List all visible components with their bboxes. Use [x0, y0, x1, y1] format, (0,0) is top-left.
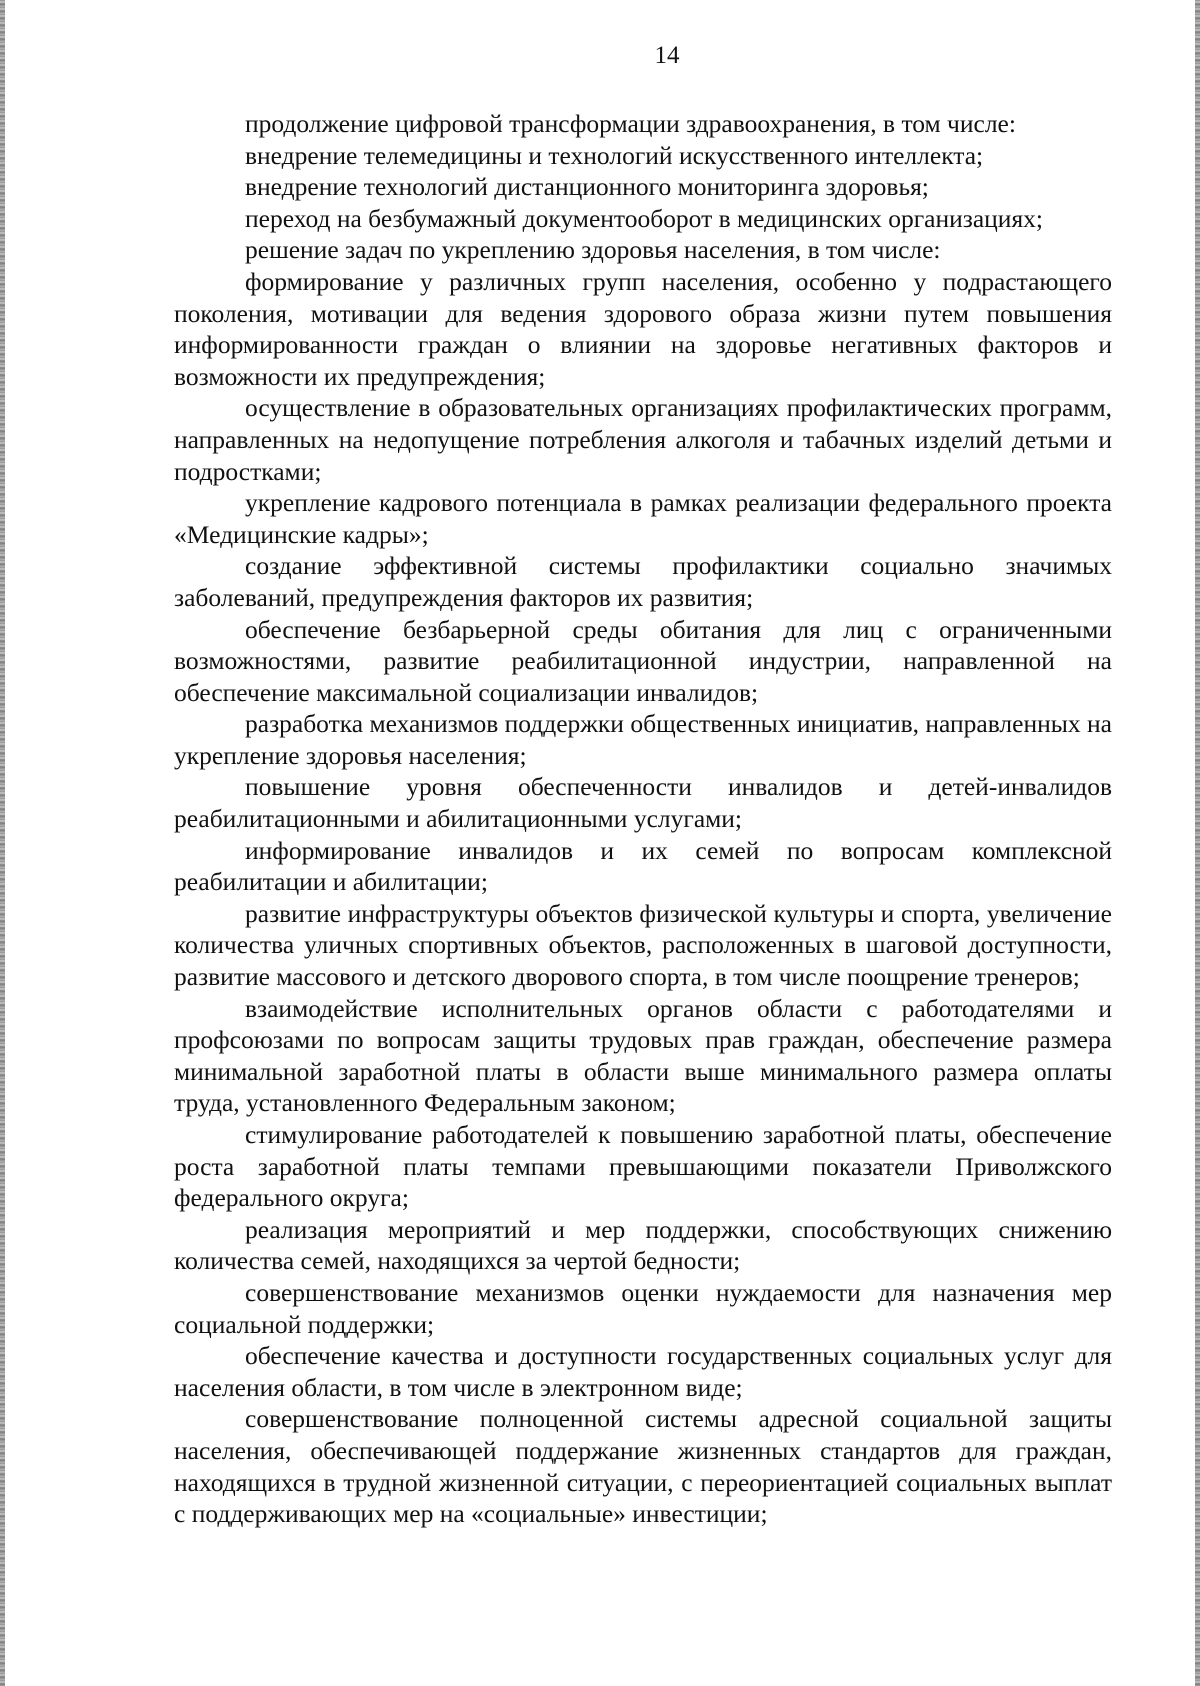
- paragraph: продолжение цифровой трансформации здравоохранения, в том числе:: [245, 109, 1016, 138]
- paragraph: внедрение телемедицины и технологий искусственного интеллекта;: [245, 140, 984, 170]
- paragraph: обеспечение безбарьерной среды обитания для лиц с ограниченными возможностями, развитие реабилитационной индустрии, направленной на обеспечение максимальной социализации инвалидов;: [174, 614, 1112, 707]
- document-body: [174, 108, 1112, 1530]
- paragraph: решение задач по укреплению здоровья населения, в том числе:: [245, 235, 941, 265]
- scan-edge-left: [0, 0, 5, 1686]
- paragraph: совершенствование полноценной системы адресной социальной защиты населения, обеспечивающей поддержание жизненных стандартов для граждан, находящихся в трудной жизненной ситуации, с переориентацией социальных выплат с поддерживающих мер на «социальные» инвестиции;: [174, 1404, 1112, 1529]
- page-number: 14: [654, 42, 680, 69]
- paragraph: укрепление кадрового потенциала в рамках реализации федерального проекта «Медицинские кадры»;: [174, 488, 1112, 549]
- scan-edge-right: [1195, 0, 1200, 1686]
- paragraph: формирование у различных групп населения, особенно у подрастающего поколения, мотивации для ведения здорового образа жизни путем повышения информированности граждан о влиянии на здоровье негативных факторов и возможности их предупреждения;: [174, 266, 1112, 391]
- paragraph: повышение уровня обеспеченности инвалидов и детей-инвалидов реабилитационными и абилитационными услугами;: [174, 772, 1112, 834]
- paragraph: создание эффективной системы профилактики социально значимых заболеваний, предупреждения факторов их развития;: [174, 551, 1112, 612]
- paragraph: осуществление в образовательных организациях профилактических программ, направленных на недопущение потребления алкоголя и табачных изделий детьми и подростками;: [174, 393, 1112, 486]
- paragraph: реализация мероприятий и мер поддержки, способствующих снижению количества семей, находящихся за чертой бедности;: [174, 1214, 1112, 1276]
- paragraph: стимулирование работодателей к повышению заработной платы, обеспечение роста заработной платы темпами превышающими показатели Приволжского федерального округа;: [174, 1120, 1112, 1213]
- paragraph: взаимодействие исполнительных органов области с работодателями и профсоюзами по вопросам защиты трудовых прав граждан, обеспечение размера минимальной заработной платы в области выше минимального размера оплаты труда, установленного Федеральным законом;: [174, 993, 1112, 1118]
- paragraph: совершенствование механизмов оценки нуждаемости для назначения мер социальной поддержки;: [174, 1277, 1112, 1339]
- paragraph: обеспечение качества и доступности государственных социальных услуг для населения области, в том числе в электронном виде;: [174, 1341, 1112, 1402]
- paragraph: развитие инфраструктуры объектов физической культуры и спорта, увеличение количества уличных спортивных объектов, расположенных в шаговой доступности, развитие массового и детского дворового спорта, в том числе поощрение тренеров;: [174, 898, 1112, 992]
- paragraph: разработка механизмов поддержки общественных инициатив, направленных на укрепление здоровья населения;: [174, 709, 1112, 770]
- paragraph: внедрение технологий дистанционного мониторинга здоровья;: [245, 172, 929, 202]
- paragraph: переход на безбумажный документооборот в медицинских организациях;: [245, 203, 1044, 233]
- paragraph: информирование инвалидов и их семей по вопросам комплексной реабилитации и абилитации;: [174, 835, 1112, 897]
